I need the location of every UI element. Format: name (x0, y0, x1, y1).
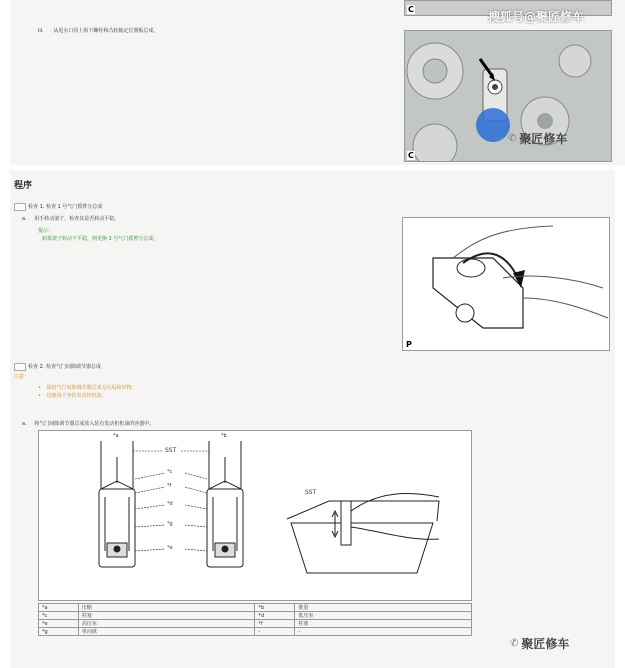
step2-sub-index: a. (22, 421, 27, 427)
step2-notice-item-2-text: 仅使用干净的发动机机油。 (46, 393, 107, 399)
step2-sub-text: 将气门间隙调节器总成放入装有发动机机油的容器中。 (34, 421, 155, 427)
legend-value: 单向球 (78, 628, 255, 636)
legend-value: 柱塞 (295, 620, 472, 628)
step2-notice-item-2 (38, 393, 107, 400)
legend-value: 高压室 (78, 620, 255, 628)
brand-watermark-bottom (510, 635, 569, 652)
legend-key: - (255, 628, 295, 636)
legend-table (38, 603, 472, 636)
step1-sub-text: 用手转动滚子，检查其是否转动平稳。 (34, 216, 120, 222)
bullet-2: • (38, 393, 41, 399)
legend-key: *b (255, 604, 295, 612)
broken-image-icon (14, 203, 26, 211)
table-row (39, 612, 472, 620)
photo-letter-bottom: C (408, 151, 414, 160)
label-sst-left: SST (165, 447, 177, 454)
label-a: *a (113, 433, 119, 439)
step1-sub-index: a. (22, 216, 27, 222)
legend-value: 低压室 (295, 612, 472, 620)
procedure-heading: 程序 (14, 181, 33, 191)
photo-letter-top: C (408, 5, 414, 14)
legend-value: - (295, 628, 472, 636)
brand-watermark-bottom-text: 聚匠修车 (521, 637, 570, 651)
legend-key: *g (39, 628, 79, 636)
rocker-arm-figure (402, 217, 610, 351)
top-section (10, 0, 412, 165)
legend-value: 压缩 (78, 604, 255, 612)
wechat-icon-2: ✆ (510, 638, 519, 649)
step1-title (14, 203, 102, 211)
step1-hint-label: 提示： (38, 228, 54, 234)
legend-key: *d (255, 612, 295, 620)
top-step-index: iii. (38, 28, 44, 34)
step1-hint-text: 如果滚子转动不平稳，则更换 1 号气门摇臂分总成。 (42, 236, 159, 242)
lash-adjuster-diagram (38, 430, 472, 601)
label-f: *f (167, 483, 172, 489)
step1-title-text: 检查 1. 检查 1 号气门摇臂分总成 (28, 203, 103, 210)
step2-notice-item-1 (38, 385, 137, 392)
rocker-arm-drawing (403, 218, 610, 351)
legend-key: *f (255, 620, 295, 628)
step2-notice-item-1-text: 保持气门间隙调节器总成无污垢和异物。 (46, 385, 137, 391)
top-step (38, 28, 158, 35)
label-b: *b (221, 433, 227, 439)
label-d: *d (167, 501, 173, 507)
lash-adjuster-drawing (39, 431, 472, 601)
figure-letter-p: P (406, 340, 412, 349)
step2-title-text: 检查 2. 检查气门间隙调节器总成 (28, 363, 101, 370)
table-row (39, 604, 472, 612)
label-g: *g (167, 521, 173, 527)
brand-watermark-top (508, 130, 567, 147)
brand-watermark-top-text: 聚匠修车 (519, 132, 568, 146)
table-row (39, 628, 472, 636)
broken-image-icon-2 (14, 363, 26, 371)
top-step-text: 从进水口同上拆下螺栓和凸轮轴定位器板总成。 (53, 28, 159, 34)
legend-value: 推进 (295, 604, 472, 612)
sohu-watermark: 搜狐号@聚匠修车 (488, 10, 585, 24)
legend-key: *c (39, 612, 79, 620)
step2-notice-label: 注意： (14, 374, 30, 380)
legend-key: *e (39, 620, 79, 628)
label-c: *c (167, 469, 173, 475)
legend-key: *a (39, 604, 79, 612)
step2-sub (22, 421, 154, 428)
table-row (39, 620, 472, 628)
legend-value: 柱塞 (78, 612, 255, 620)
step2-title (14, 363, 101, 371)
label-sst-right: SST (305, 489, 317, 496)
bullet-1: • (38, 385, 41, 391)
step1-sub (22, 216, 119, 223)
wechat-icon: ✆ (508, 133, 517, 144)
label-e: *e (167, 545, 173, 551)
